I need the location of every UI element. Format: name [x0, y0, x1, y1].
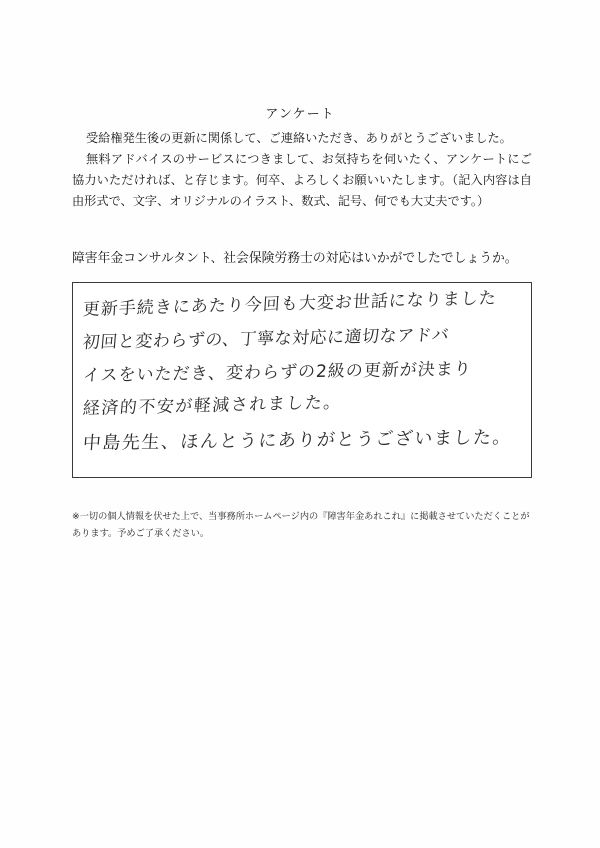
intro-text	[72, 128, 532, 212]
handwriting-line-5: 中島先生、ほんとうにありがとうございました。	[82, 427, 513, 455]
handwriting-block	[83, 287, 523, 473]
survey-question: 障害年金コンサルタント、社会保険労務士の対応はいかがでしたでしょうか。	[72, 250, 518, 265]
handwriting-line-3: イスをいただき、変わらずの2級の更新が決まり	[82, 359, 473, 387]
handwriting-line-4: 経済的不安が軽減されました。	[81, 392, 343, 420]
handwriting-line-1: 更新手続きにあたり今回も大変お世話になりました	[82, 288, 498, 321]
page-title: アンケート	[265, 106, 335, 121]
footnote-text: ※一切の個人情報を伏せた上で、当事務所ホームページ内の『障害年金あれこれ』に掲載させていただくことがあります。予めご了承ください。	[72, 511, 530, 538]
intro-paragraph-2: 無料アドバイスのサービスにつきまして、お気持ちを伺いたく、アンケートにご協力いただければ、と存じます。何卒、よろしくお願いいたします。（記入内容は自由形式で、文字、オリジナルのイラスト、数式、記号、何でも大丈夫です。）	[72, 152, 532, 208]
handwritten-answer-box	[72, 282, 532, 478]
intro-paragraph-1: 受給権発生後の更新に関係して、ご連絡いただき、ありがとうございました。	[86, 131, 512, 145]
footnote	[72, 508, 532, 542]
handwriting-line-2: 初回と変わらずの、丁寧な対応に適切なアドバ	[81, 325, 451, 354]
